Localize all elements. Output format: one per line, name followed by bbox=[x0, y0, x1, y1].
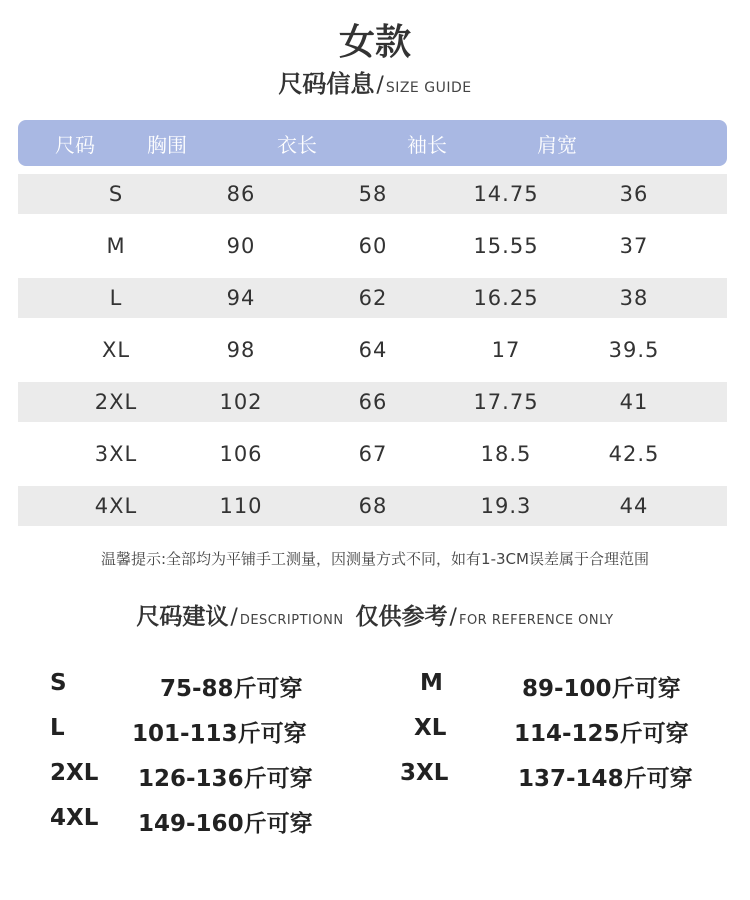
cell-sleeve: 18.5 bbox=[480, 442, 532, 466]
separator: / bbox=[376, 73, 384, 98]
cell-size: M bbox=[106, 234, 126, 258]
cell-chest: 106 bbox=[219, 442, 263, 466]
size-guide-en: SIZE GUIDE bbox=[385, 80, 472, 96]
size-table bbox=[18, 120, 727, 526]
cell-size: S bbox=[108, 182, 124, 206]
advice-size: S bbox=[50, 670, 67, 696]
cell-shoulder: 42.5 bbox=[608, 442, 660, 466]
cell-length: 62 bbox=[358, 286, 388, 310]
advice-size: XL bbox=[414, 715, 447, 741]
advice-size: M bbox=[420, 670, 443, 696]
advice-size: 2XL bbox=[50, 760, 99, 786]
advice-row bbox=[0, 760, 750, 805]
cell-length: 67 bbox=[358, 442, 388, 466]
table-row bbox=[18, 330, 727, 370]
separator: / bbox=[230, 605, 238, 630]
cell-size: L bbox=[109, 286, 123, 310]
cell-size: 2XL bbox=[94, 390, 138, 414]
advice-range: 101-113斤可穿 bbox=[132, 721, 307, 747]
advice-range: 126-136斤可穿 bbox=[138, 766, 313, 792]
advice-title-en: DESCRIPTIONN bbox=[239, 613, 344, 628]
advice-size: 4XL bbox=[50, 805, 99, 831]
separator: / bbox=[449, 605, 457, 630]
advice-title: 尺码建议 bbox=[136, 604, 229, 630]
advice-row bbox=[0, 715, 750, 760]
cell-sleeve: 19.3 bbox=[480, 494, 532, 518]
size-guide-heading bbox=[0, 64, 750, 99]
advice-size: L bbox=[50, 715, 65, 741]
cell-shoulder: 44 bbox=[619, 494, 649, 518]
cell-shoulder: 37 bbox=[619, 234, 649, 258]
cell-shoulder: 39.5 bbox=[608, 338, 660, 362]
cell-sleeve: 15.55 bbox=[473, 234, 539, 258]
cell-length: 66 bbox=[358, 390, 388, 414]
cell-size: 4XL bbox=[94, 494, 138, 518]
reference-title-en: FOR REFERENCE ONLY bbox=[458, 613, 614, 628]
cell-chest: 86 bbox=[226, 182, 256, 206]
reference-title: 仅供参考 bbox=[355, 604, 448, 630]
col-chest: 胸围 bbox=[147, 132, 187, 157]
advice-size: 3XL bbox=[400, 760, 449, 786]
cell-chest: 98 bbox=[226, 338, 256, 362]
cell-sleeve: 17.75 bbox=[473, 390, 539, 414]
col-sleeve: 袖长 bbox=[407, 132, 447, 157]
cell-chest: 102 bbox=[219, 390, 263, 414]
advice-row bbox=[0, 805, 750, 850]
table-row bbox=[18, 174, 727, 214]
table-row bbox=[18, 382, 727, 422]
advice-range: 137-148斤可穿 bbox=[518, 766, 693, 792]
cell-chest: 110 bbox=[219, 494, 263, 518]
table-header bbox=[18, 120, 727, 166]
cell-length: 68 bbox=[358, 494, 388, 518]
col-size: 尺码 bbox=[55, 132, 95, 157]
cell-sleeve: 17 bbox=[491, 338, 521, 362]
cell-length: 64 bbox=[358, 338, 388, 362]
cell-shoulder: 38 bbox=[619, 286, 649, 310]
cell-size: 3XL bbox=[94, 442, 138, 466]
table-row bbox=[18, 486, 727, 526]
cell-length: 60 bbox=[358, 234, 388, 258]
advice-range: 89-100斤可穿 bbox=[522, 676, 681, 702]
cell-length: 58 bbox=[358, 182, 388, 206]
size-guide-title: 尺码信息 bbox=[278, 70, 375, 98]
advice-range: 149-160斤可穿 bbox=[138, 811, 313, 837]
advice-heading bbox=[0, 598, 750, 631]
measurement-note: 温馨提示:全部均为平铺手工测量，因测量方式不同，如有1-3CM误差属于合理范围 bbox=[101, 550, 649, 568]
advice-row bbox=[0, 670, 750, 715]
col-shoulder: 肩宽 bbox=[537, 132, 577, 157]
cell-shoulder: 41 bbox=[619, 390, 649, 414]
cell-sleeve: 14.75 bbox=[473, 182, 539, 206]
advice-range: 75-88斤可穿 bbox=[160, 676, 303, 702]
col-length: 衣长 bbox=[277, 132, 317, 157]
cell-chest: 94 bbox=[226, 286, 256, 310]
table-row bbox=[18, 278, 727, 318]
size-advice bbox=[0, 670, 750, 850]
advice-range: 114-125斤可穿 bbox=[514, 721, 689, 747]
cell-chest: 90 bbox=[226, 234, 256, 258]
page-title: 女款 bbox=[338, 22, 411, 63]
table-row bbox=[18, 434, 727, 474]
cell-size: XL bbox=[101, 338, 131, 362]
table-row bbox=[18, 226, 727, 266]
cell-sleeve: 16.25 bbox=[473, 286, 539, 310]
cell-shoulder: 36 bbox=[619, 182, 649, 206]
